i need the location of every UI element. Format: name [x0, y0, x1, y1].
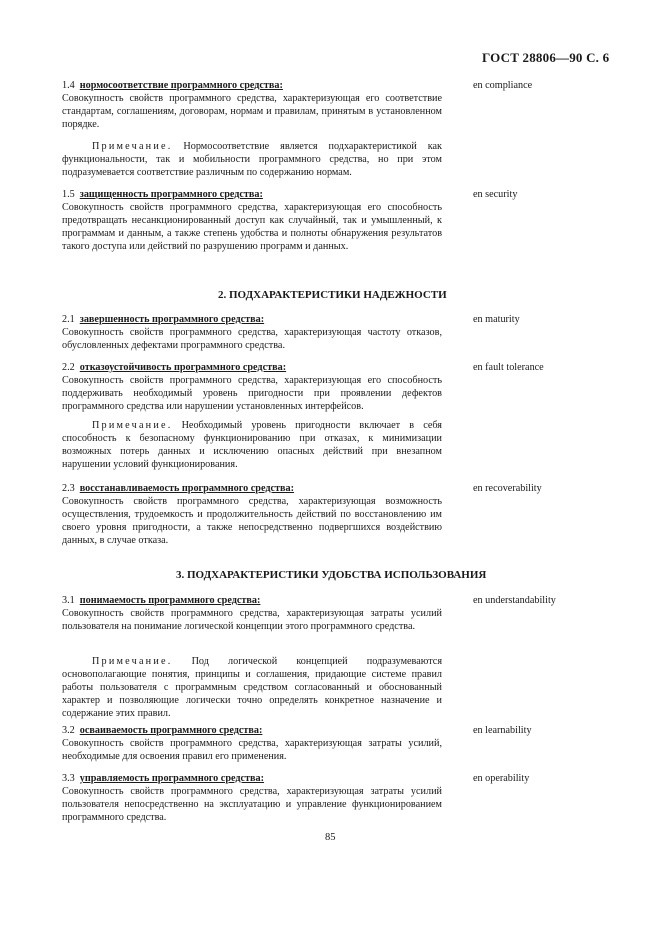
entry-3-1 — [62, 594, 442, 633]
entry-text: Совокупность свойств программного средства, характеризующая его соответствие стандартам, соглашениям, договорам, нормам и правилам, принятым в установленном порядке. — [62, 93, 442, 130]
entry-number: 2.1 — [62, 314, 75, 325]
entry-number: 2.2 — [62, 362, 75, 373]
term-en: en fault tolerance — [473, 362, 544, 373]
entry-text: Совокупность свойств программного средства, характеризующая затраты усилий пользователя непосредственно на эксплуатацию и управление функционированием программного средства. — [62, 786, 442, 823]
entry-number: 3.2 — [62, 725, 75, 736]
entry-title: восстанавливаемость программного средства: — [79, 483, 295, 494]
entry-number: 1.5 — [62, 189, 75, 200]
term-en: en understandability — [473, 595, 556, 606]
term-en: en operability — [473, 773, 530, 784]
section-heading-3: 3. ПОДХАРАКТЕРИСТИКИ УДОБСТВА ИСПОЛЬЗОВАНИЯ — [176, 569, 487, 581]
note-text: Нормосоответствие является подхарактеристикой как функциональности, так и мобильности программного средства, но при этом подразумевается соответствие различным по содержанию нормам. — [62, 141, 443, 178]
page-number: 85 — [325, 832, 336, 843]
entry-number: 1.4 — [62, 80, 75, 91]
note-text: Под логической концепцией подразумеваются основополагающие понятия, принципы и соглашения, придающие системе правил работы пользователя с программным средством согласованный и обоснованный характер и позволяющие логически точно определять конкретное назначение и содержание этих правил. — [62, 656, 442, 719]
entry-1-4 — [62, 79, 442, 131]
note-3-1 — [62, 655, 442, 720]
term-en: en maturity — [473, 314, 520, 325]
note-label: Примечание. — [92, 420, 173, 431]
entry-text: Совокупность свойств программного средства, характеризующая его способность поддерживать необходимый уровень пригодности при проявлении дефектов программного средства или нарушении установленных интерфейсов. — [62, 375, 442, 412]
entry-1-5 — [62, 188, 442, 253]
term-en: en compliance — [473, 80, 533, 91]
entry-text: Совокупность свойств программного средства, характеризующая затраты усилий пользователя на понимание логической концепции этого программного средства. — [62, 608, 442, 632]
entry-title: управляемость программного средства: — [79, 773, 265, 784]
term-en: en learnability — [473, 725, 532, 736]
entry-text: Совокупность свойств программного средства, характеризующая его способность предотвращать несанкционированный доступ как случайный, так и умышленный, к программам и данным, а также степень удобства и полноты обнаружения результатов такого доступа или действий по разрушению программ и данных. — [62, 202, 442, 252]
entry-2-3 — [62, 482, 442, 547]
note-1-4 — [62, 140, 442, 179]
entry-title: защищенность программного средства: — [79, 189, 263, 200]
entry-text: Совокупность свойств программного средства, характеризующая частоту отказов, обусловленных дефектами программного средства. — [62, 327, 442, 351]
entry-number: 2.3 — [62, 483, 75, 494]
entry-2-1 — [62, 313, 442, 352]
entry-text: Совокупность свойств программного средства, характеризующая возможность осуществления, трудоемкость и продолжительность действий по восстановлению им своего уровня пригодности, а также непосредственно подвергшихся воздействию данных, в случае отказа. — [62, 496, 442, 546]
entry-3-3 — [62, 772, 442, 824]
entry-number: 3.1 — [62, 595, 75, 606]
entry-title: осваиваемость программного средства: — [79, 725, 263, 736]
entry-title: завершенность программного средства: — [79, 314, 265, 325]
entry-title: понимаемость программного средства: — [79, 595, 261, 606]
entry-2-2 — [62, 361, 442, 413]
entry-title: отказоустойчивость программного средства: — [79, 362, 287, 373]
note-label: Примечание. — [92, 141, 173, 152]
entry-title: нормосоответствие программного средства: — [79, 80, 283, 91]
note-text: Необходимый уровень пригодности включает в себя способность к безопасному функционированию при отказах, к минимизации возможных потерь данных и исключению опасных действий при внезапном нарушении условий функционирования. — [62, 420, 442, 470]
entry-text: Совокупность свойств программного средства, характеризующая затраты усилий, необходимые для освоения правил его применения. — [62, 738, 442, 762]
term-en: en recoverability — [473, 483, 542, 494]
section-heading-2: 2. ПОДХАРАКТЕРИСТИКИ НАДЕЖНОСТИ — [218, 289, 447, 301]
entry-number: 3.3 — [62, 773, 75, 784]
note-2-2 — [62, 419, 442, 471]
page-header: ГОСТ 28806—90 С. 6 — [482, 50, 610, 65]
entry-3-2 — [62, 724, 442, 763]
term-en: en security — [473, 189, 518, 200]
note-label: Примечание. — [92, 656, 173, 667]
